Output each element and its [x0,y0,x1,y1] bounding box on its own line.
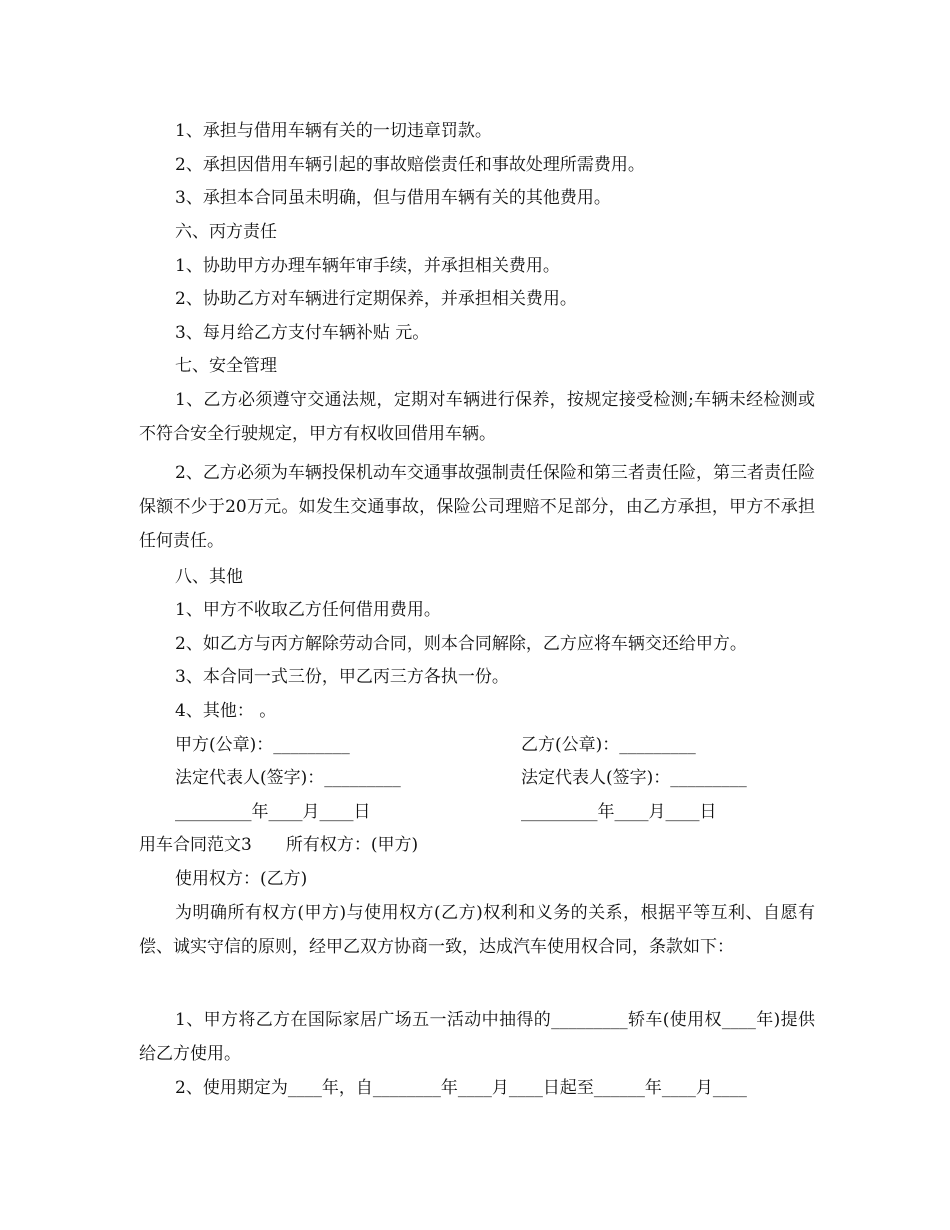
intro-paragraph: 为明确所有权方(甲方)与使用权方(乙方)权利和义务的关系，根据平等互利、自愿有偿、诚实守信的原则，经甲乙双方协商一致，达成汽车使用权合同，条款如下： [139,903,815,957]
clause-line: 2、如乙方与丙方解除劳动合同，则本合同解除，乙方应将车辆交还给甲方。 [175,634,747,654]
section-heading: 八、其他 [175,567,243,587]
clause-line: 2、使用期定为____年，自________年____月____日起至______年____月____ [175,1078,747,1098]
clause-line: 4、其他： 。 [175,701,277,721]
party-a-seal: 甲方(公章)：_________ [175,735,350,755]
clause-line: 2、承担因借用车辆引起的事故赔偿责任和事故处理所需费用。 [175,155,645,175]
party-a-representative: 法定代表人(签字)：_________ [175,768,401,788]
party-a-date: _________年____月____日 [175,802,371,822]
clause-line: 3、本合同一式三份，甲乙丙三方各执一份。 [175,667,509,687]
owner-party: 所有权方：(甲方) [285,835,419,855]
section-heading: 七、安全管理 [175,356,277,376]
clause-paragraph: 2、乙方必须为车辆投保机动车交通事故强制责任保险和第三者责任险，第三者责任险保额不少于20万元。如发生交通事故，保险公司理赔不足部分，由乙方承担，甲方不承担任何责任。 [139,463,815,551]
clause-line: 3、承担本合同虽未明确，但与借用车辆有关的其他费用。 [175,188,611,208]
clause-line: 2、协助乙方对车辆进行定期保养，并承担相关费用。 [175,289,577,309]
contract-heading-line [139,828,815,862]
clause-paragraph: 1、甲方将乙方在国际家居广场五一活动中抽得的_________轿车(使用权____年)提供给乙方使用。 [139,1010,815,1064]
party-b-date: _________年____月____日 [521,802,717,822]
clause-line: 3、每月给乙方支付车辆补贴 元。 [175,323,430,343]
contract-title: 用车合同范文3 [139,835,252,855]
party-b-representative: 法定代表人(签字)：_________ [521,768,747,788]
clause-line: 1、甲方不收取乙方任何借用费用。 [175,600,441,620]
user-party: 使用权方：(乙方) [175,869,308,889]
clause-paragraph: 1、乙方必须遵守交通法规，定期对车辆进行保养，按规定接受检测;车辆未经检测或不符合安全行驶规定，甲方有权收回借用车辆。 [139,390,815,444]
party-b-seal: 乙方(公章)：_________ [521,735,696,755]
clause-line: 1、承担与借用车辆有关的一切违章罚款。 [175,121,492,141]
section-heading: 六、丙方责任 [175,222,277,242]
clause-line: 1、协助甲方办理车辆年审手续，并承担相关费用。 [175,256,560,276]
